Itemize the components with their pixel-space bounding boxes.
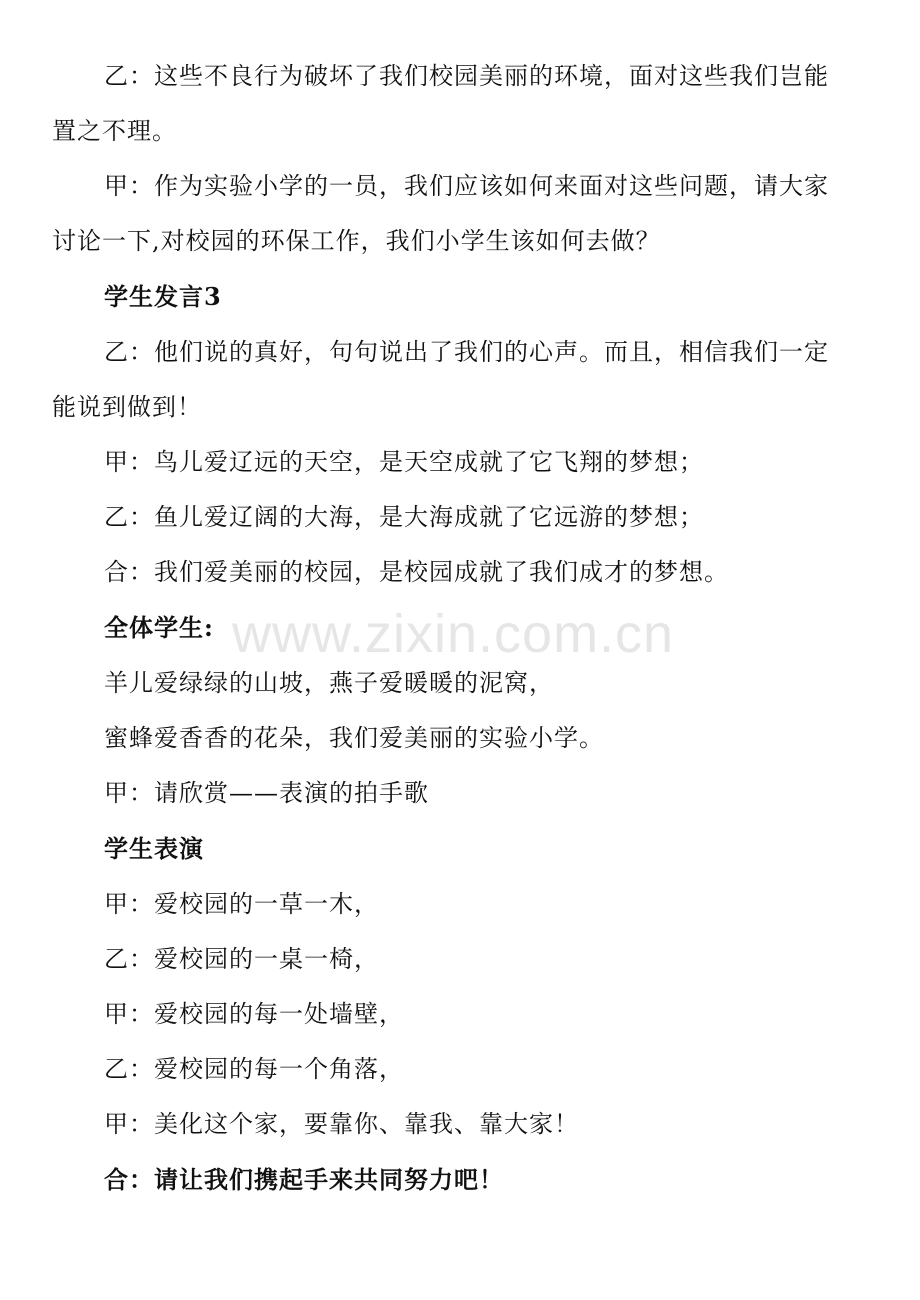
- section-heading: 学生表演: [104, 834, 204, 863]
- script-line: 乙：爱校园的一桌一椅，: [104, 945, 379, 973]
- watermark: www.zixin.com.cn: [232, 604, 675, 664]
- script-line: 置之不理。: [52, 117, 177, 145]
- section-heading: 全体学生:: [104, 613, 214, 642]
- script-line: 能说到做到！: [52, 393, 202, 421]
- poem-line: 蜜蜂爱香香的花朵，我们爱美丽的实验小学。: [104, 724, 604, 752]
- script-line: 合：我们爱美丽的校园，是校园成就了我们成才的梦想。: [104, 558, 729, 586]
- script-line: 甲：美化这个家，要靠你、靠我、靠大家！: [104, 1110, 579, 1138]
- script-line: 甲：鸟儿爱辽远的天空，是天空成就了它飞翔的梦想；: [104, 448, 704, 476]
- script-line: 甲：请欣赏——表演的拍手歌: [104, 779, 429, 807]
- closing-line: 合：请让我们携起手来共同努力吧！: [104, 1165, 504, 1194]
- script-line: 乙：爱校园的每一个角落，: [104, 1055, 404, 1083]
- script-line: 甲：爱校园的一草一木，: [104, 890, 379, 918]
- poem-line: 羊儿爱绿绿的山坡，燕子爱暖暖的泥窝，: [104, 669, 554, 697]
- script-line: 乙：他们说的真好，句句说出了我们的心声。而且，相信我们一定: [104, 338, 829, 366]
- script-line: 乙：这些不良行为破坏了我们校园美丽的环境，面对这些我们岂能: [104, 62, 829, 90]
- script-line: 乙：鱼儿爱辽阔的大海，是大海成就了它远游的梦想；: [104, 503, 704, 531]
- script-line: 甲：作为实验小学的一员，我们应该如何来面对这些问题，请大家: [104, 172, 829, 200]
- script-line: 讨论一下,对校园的环保工作，我们小学生该如何去做？: [52, 227, 661, 255]
- section-heading: 学生发言3: [104, 282, 222, 311]
- script-line: 甲：爱校园的每一处墙壁，: [104, 1000, 404, 1028]
